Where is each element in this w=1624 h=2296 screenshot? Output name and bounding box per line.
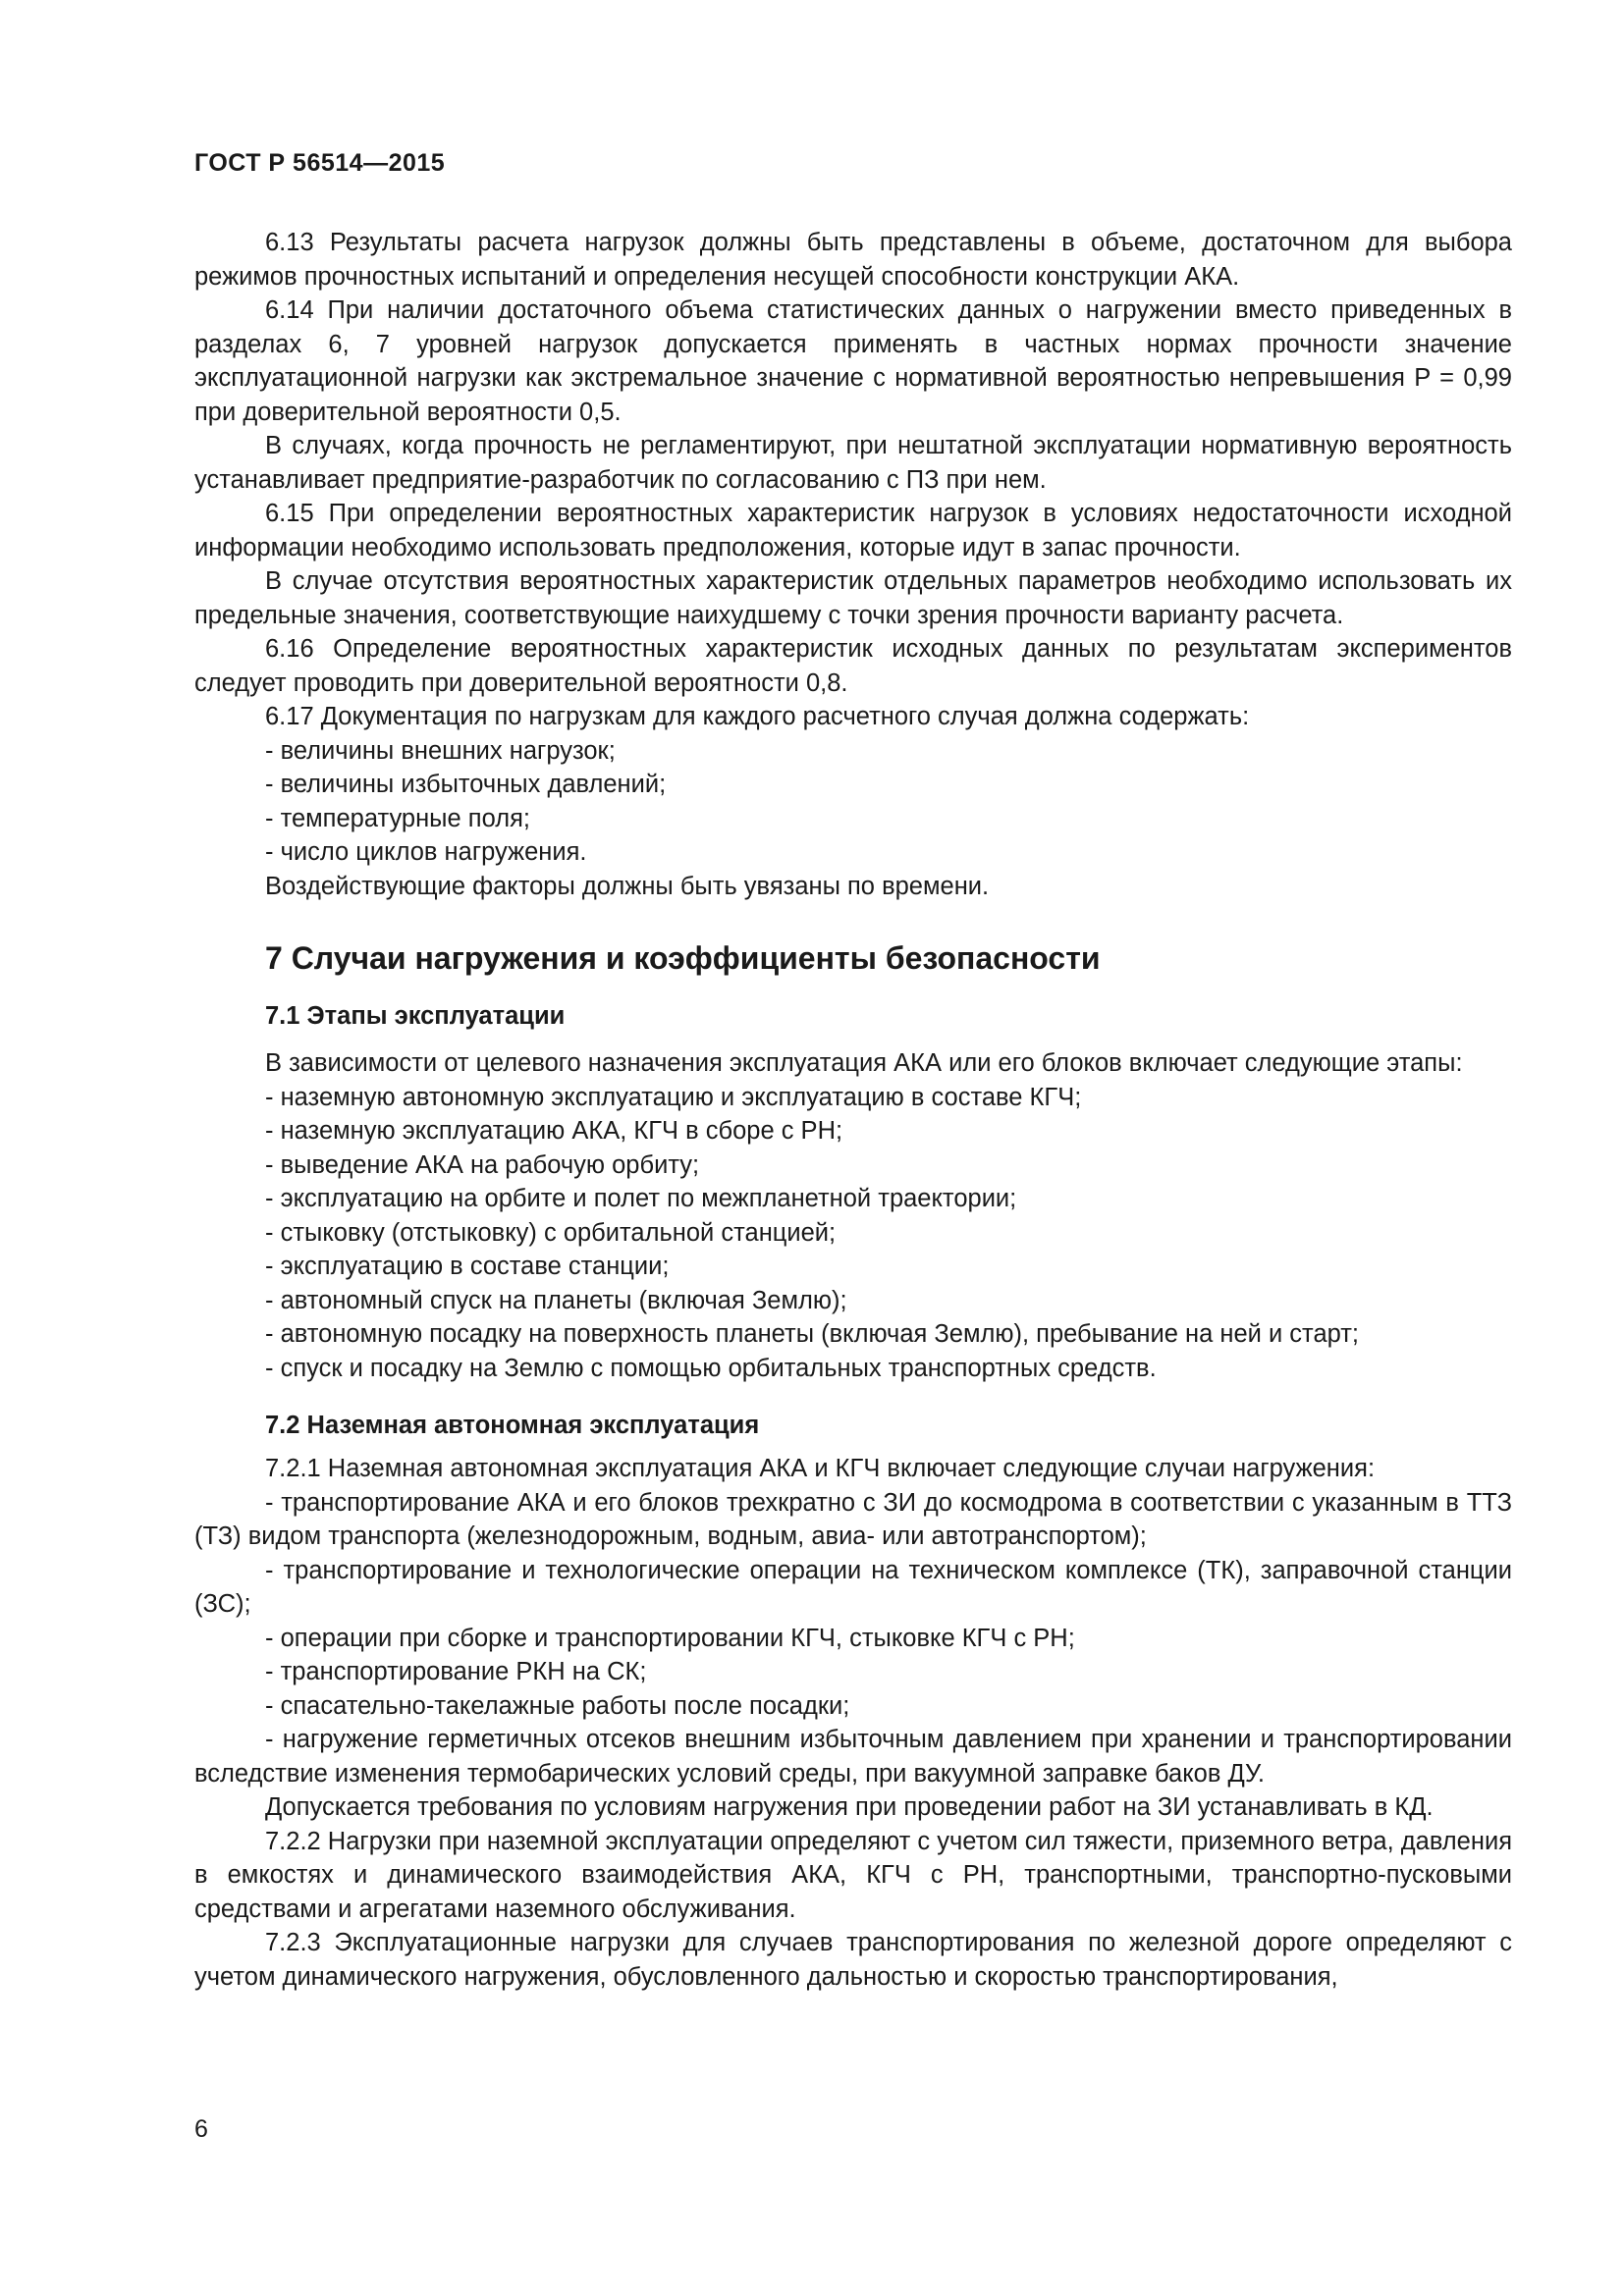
list-item: - величины внешних нагрузок; <box>265 736 616 765</box>
paragraph-6-15: 6.15 При определении вероятностных характеристик нагрузок в условиях недостаточности исходной информации необходимо использовать предположения, которые идут в запас прочности. <box>194 500 1512 561</box>
list-item: - операции при сборке и транспортировании КГЧ, стыковке КГЧ с РН; <box>265 1624 1075 1652</box>
paragraph-6-13: 6.13 Результаты расчета нагрузок должны быть представлены в объеме, достаточном для выбора режимов прочностных испытаний и определения несущей способности конструкции АКА. <box>194 229 1512 291</box>
paragraph-6-17-note: Воздействующие факторы должны быть увязаны по времени. <box>265 872 990 900</box>
paragraph-6-15-note: В случае отсутствия вероятностных характеристик отдельных параметров необходимо использовать их предельные значения, соответствующие наихудшему с точки зрения прочности варианту расчета. <box>194 567 1512 629</box>
paragraph-7-2-3: 7.2.3 Эксплуатационные нагрузки для случаев транспортирования по железной дороге определяют с учетом динамического нагружения, обусловленного дальностью и скоростью транспортирования, <box>194 1929 1512 1991</box>
list-item: - спасательно-такелажные работы после посадки; <box>265 1691 850 1720</box>
list-item: - число циклов нагружения. <box>265 838 587 866</box>
paragraph-7-2-allow: Допускается требования по условиям нагружения при проведении работ на ЗИ устанавливать в КД. <box>265 1793 1434 1821</box>
list-item: - наземную эксплуатацию АКА, КГЧ в сборе с РН; <box>265 1117 843 1145</box>
list-item: - автономную посадку на поверхность планеты (включая Землю), пребывание на ней и старт; <box>265 1320 1360 1348</box>
section-heading-7: 7 Случаи нагружения и коэффициенты безопасности <box>265 940 1101 976</box>
list-item: - выведение АКА на рабочую орбиту; <box>265 1150 700 1179</box>
paragraph-6-17: 6.17 Документация по нагрузкам для каждого расчетного случая должна содержать: <box>265 703 1250 730</box>
paragraph-7-2-1: 7.2.1 Наземная автономная эксплуатация АКА и КГЧ включает следующие случаи нагружения: <box>265 1455 1376 1482</box>
list-item: - транспортирование РКН на СК; <box>265 1658 647 1685</box>
document-code: ГОСТ Р 56514—2015 <box>194 149 446 177</box>
list-item: - величины избыточных давлений; <box>265 771 667 798</box>
list-item: - эксплуатацию в составе станции; <box>265 1253 670 1280</box>
subsection-heading-7-1: 7.1 Этапы эксплуатации <box>265 1002 566 1030</box>
list-item: - стыковку (отстыковку) с орбитальной станцией; <box>265 1218 837 1247</box>
page-number: 6 <box>194 2115 208 2143</box>
paragraph-7-2-2: 7.2.2 Нагрузки при наземной эксплуатации определяют с учетом сил тяжести, приземного ветра, давления в емкостях и динамического взаимодействия АКА, КГЧ с РН, транспортными, транспортно-пусковыми средствами и агрегатами наземного обслуживания. <box>194 1827 1512 1923</box>
list-item: - транспортирование АКА и его блоков трехкратно с ЗИ до космодрома в соответствии с указанным в ТТЗ (ТЗ) видом транспорта (железнодорожным, водным, авиа- или автотранспортом); <box>194 1488 1512 1550</box>
paragraph-6-14: 6.14 При наличии достаточного объема статистических данных о нагружении вместо приведенных в разделах 6, 7 уровней нагрузок допускается применять в частных нормах прочности значение эксплуатационной нагрузки как экстремальное значение с нормативной вероятностью непревышения P = 0,99 при доверительной вероятности 0,5. <box>194 296 1512 426</box>
paragraph-7-1-intro: В зависимости от целевого назначения эксплуатация АКА или его блоков включает следующие этапы: <box>265 1049 1463 1077</box>
list-item: - температурные поля; <box>265 804 530 832</box>
list-item: - спуск и посадку на Землю с помощью орбитальных транспортных средств. <box>265 1354 1157 1382</box>
list-item: - эксплуатацию на орбите и полет по межпланетной траектории; <box>265 1185 1017 1212</box>
paragraph-6-16: 6.16 Определение вероятностных характеристик исходных данных по результатам экспериментов следует проводить при доверительной вероятности 0,8. <box>194 635 1512 697</box>
list-item: - наземную автономную эксплуатацию и эксплуатацию в составе КГЧ; <box>265 1083 1082 1111</box>
list-item: - нагружение герметичных отсеков внешним избыточным давлением при хранении и транспортировании вследствие изменения термобарических условий среды, при вакуумной заправке баков ДУ. <box>194 1726 1512 1788</box>
document-body <box>194 226 1512 1994</box>
subsection-heading-7-2: 7.2 Наземная автономная эксплуатация <box>265 1412 760 1439</box>
list-item: - транспортирование и технологические операции на техническом комплексе (ТК), заправочной станции (ЗС); <box>194 1556 1512 1618</box>
list-item: - автономный спуск на планеты (включая Землю); <box>265 1286 847 1314</box>
paragraph-6-14-note: В случаях, когда прочность не регламентируют, при нештатной эксплуатации нормативную вероятность устанавливает предприятие-разработчик по согласованию с ПЗ при нем. <box>194 432 1512 494</box>
